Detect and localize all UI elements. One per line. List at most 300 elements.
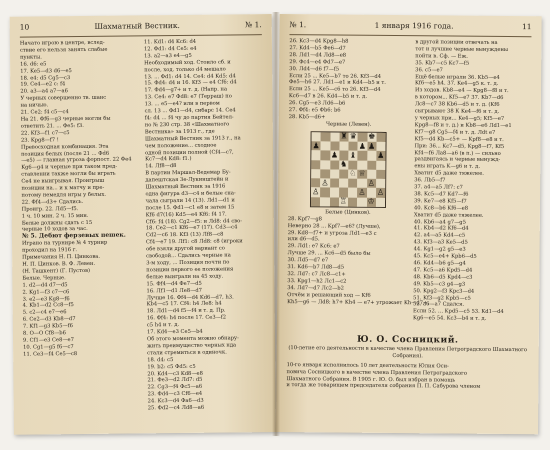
chess-piece: [367, 170, 376, 179]
board-square: [321, 160, 330, 169]
journal-title: Шахматный Вестник.: [94, 20, 180, 31]
chess-piece: [312, 132, 321, 141]
text-line: проходил на 1916 г.: [22, 247, 78, 254]
page-number: 11: [521, 22, 532, 32]
board-square: [330, 188, 339, 197]
text-line: 42. a4—a5 Kd4—c5: [413, 232, 466, 240]
text-line: 11. Ce3—f4 Ce5—c8: [23, 350, 78, 358]
chess-piece: ♝: [349, 150, 357, 160]
board-square: [357, 179, 366, 188]
chess-diagram: [310, 131, 387, 208]
chess-piece: [358, 132, 367, 141]
chess-piece: [339, 142, 348, 151]
text-line: 28. Kpf7—g8: [287, 215, 323, 223]
text-line: 8. O—O Cf8—b6: [22, 330, 66, 337]
chess-piece: [376, 179, 385, 188]
chess-piece: [376, 160, 385, 169]
text-line: № 5. Дебют ферзевых пешек.: [21, 231, 126, 241]
text-line: Kb4—c5 17. Cf4: h4 Лe8: h4: [146, 300, 222, 308]
board-square: [376, 197, 385, 206]
chess-piece: ♟: [367, 141, 376, 151]
text-line: Шахматного Собрания. В 1905 г. Ю. О. был избран в помощь: [286, 375, 456, 384]
board-square: [348, 197, 357, 206]
text-line: сл. 13 ... Фd1—d4, сибарс 14. Ce4: [144, 107, 236, 115]
board-square: [358, 142, 367, 151]
text-line: 46. Kd4—b6 g5—g4: [413, 260, 466, 267]
text-line: 28. Лd1—d4 Лd8—e8: [289, 51, 347, 59]
chess-piece: [330, 178, 339, 187]
board-square: [367, 133, 376, 142]
text-line: Играно на турнире № 4 турнир: [21, 240, 108, 247]
text-line: 35. Kb7—c5 Kc7—f5: [415, 59, 470, 67]
text-line: Из ходов. Kb8—e4 — Kpg8—f8 и т.: [414, 87, 509, 95]
text-line: Отчём и решающий ход — Kf6: [287, 291, 371, 299]
board-square: [311, 169, 320, 178]
chess-piece: ♟: [377, 150, 385, 160]
text-line: Cf4—e7 19. Лf1: c8 Лd8: c8 (игроки: [145, 238, 243, 246]
text-line: 6. Ce2—d3 Kb8—d7: [22, 316, 76, 323]
text-line: 16. Фf4: h4 после 17. Ce3—f2: [146, 314, 227, 322]
text-line: обе взяли другой вариант со: [146, 245, 225, 253]
text-line: 43. Kf3—a3 Ke5—d5: [413, 239, 468, 246]
page-number: 10: [19, 22, 30, 32]
text-line: раздвигаясь и черные вынужд-: [414, 156, 501, 164]
text-line: 10-го января исполнилось 10 лет деятельности Юлия Оси-: [286, 361, 449, 370]
text-line: потому немедля игры у белых.: [21, 191, 107, 199]
text-line: Вестника» за 1913 г., где: [144, 128, 215, 136]
text-line: тот и лучшие черные вынуждены: [415, 46, 509, 53]
chess-piece: [376, 197, 385, 206]
text-line: Kf7—g8 Cg5—f4 и т. д. Лdt e7: [414, 128, 496, 136]
chess-piece: [348, 188, 357, 197]
board-square: [339, 179, 348, 188]
left-page: [10, 14, 276, 435]
board-square: [320, 188, 329, 197]
board-square: [330, 169, 339, 178]
right-page: [276, 14, 542, 434]
chess-piece: [330, 169, 339, 178]
text-line: пункты.: [20, 54, 42, 61]
text-line: Хватит d5 даже тяжелее.: [413, 211, 484, 219]
chess-piece: ♙: [376, 187, 385, 197]
text-line: 25. Фd2—c4 Лd8—a6: [147, 404, 205, 412]
text-line: Превосходная комбинация. Эта: [20, 143, 109, 151]
chess-piece: [311, 160, 320, 169]
text-line: Если 52. ... Kpd5—c5 53. Kd1—d4: [413, 308, 504, 316]
text-line: 29. Фc4—e4 Фd7—e7: [289, 58, 346, 66]
text-line: 24. Kc3—d4 Фa6—d3: [147, 397, 204, 405]
text-line: На 21. Фf6—g3 черные могли бы: [20, 115, 111, 123]
right-column-2: [413, 39, 533, 323]
board-square: [367, 179, 376, 188]
text-line: 40. Kc8—b6 Kf6—e8: [413, 204, 469, 212]
board-square: [349, 132, 358, 141]
article-title: Ю. О. Сосницкий.: [357, 334, 459, 346]
board-square: [358, 151, 367, 160]
text-line: 14. Лf8—d8: [145, 163, 177, 170]
board-square: [348, 179, 357, 188]
text-line: дапештская 3е-Лукинштейн и: [145, 176, 229, 184]
text-line: 21. Фe3—d2 Лd7: d5: [147, 377, 203, 384]
text-line: 47. Kc5—a6 Kpd5—d4: [413, 267, 473, 274]
chess-piece: [376, 170, 385, 179]
text-line: 23. Фd4—c3 Cf6—e4: [147, 390, 203, 398]
text-line: Kg6—g4 и черные при таком пред-: [21, 163, 118, 171]
board-square: [376, 160, 385, 169]
chess-piece: [357, 179, 366, 188]
text-line: 27. Фf4: e5 Фb6: b6: [288, 107, 341, 114]
chess-piece: [311, 151, 320, 160]
text-line: ствие его нельзя занять слабые: [19, 46, 108, 54]
text-line: 30. Лd5—d7 e7: [287, 257, 329, 264]
board-caption-top: Черные (Левен).: [326, 121, 372, 128]
chess-piece: [330, 160, 339, 169]
board-square: [357, 188, 366, 197]
board-square: [311, 151, 320, 160]
left-column-1: [20, 39, 141, 358]
chess-piece: [320, 197, 329, 206]
text-line: 13. Ce4: e7 Фd8: e7 (Терраш) по: [144, 93, 232, 101]
board-square: [320, 197, 329, 206]
text-line: Если 25 ... Ke5—c6 то 26. Kf3—d4: [288, 86, 381, 94]
text-line: 36. Лb5—f7: [414, 177, 446, 184]
chess-piece: [376, 142, 385, 151]
board-square: [330, 132, 339, 141]
text-line: 22. Kf3—f1 c7—c5: [20, 129, 70, 137]
board-square: [367, 142, 376, 151]
article-section: [286, 332, 528, 391]
text-line: 30. Лd4—d6 f7—f5: [289, 65, 340, 73]
text-line: Cf6: f4 (18). Cg2—f5: и Лd8: d4 сво-: [145, 217, 243, 225]
board-square: [339, 160, 348, 169]
text-line: позиции первого ее положения: [146, 266, 234, 274]
chess-piece: ♕: [358, 169, 366, 179]
board-square: [376, 151, 385, 160]
text-line: 3-м ходу, ... Позиция почти по: [146, 259, 230, 267]
text-line: 21. Ce2: f4 c5—c4: [20, 109, 69, 116]
board-caption-bottom: Белые (Цинков).: [325, 209, 371, 216]
text-line: 20. a3—a4 a7—a6: [20, 88, 68, 96]
text-line: 45. Kc5—e4+ Kpb6—d5: [413, 253, 477, 260]
text-line: Kf6—e5 h4. 37. Ke4—g5 к. т. д.: [415, 80, 499, 88]
book-gutter: [272, 12, 280, 436]
text-line: Kс7—d4 Kd8: f1.): [145, 156, 192, 163]
chess-piece: [311, 169, 320, 178]
text-line: (Н. Ташкент) (Г. Пустов): [22, 267, 91, 275]
text-line: Проигр. 22. Лd5—f5.: [21, 205, 79, 213]
board-square: [312, 132, 321, 141]
text-line: 39. Ke7—e8 Kf5—f7: [413, 198, 467, 205]
text-line: стали стремиться в одиночк.: [147, 349, 227, 357]
text-line: 52. a6—a7 Сдался.: [413, 301, 465, 309]
text-line: ответить 21. ... Фe5: f3.: [20, 122, 84, 130]
chess-piece: [357, 197, 366, 206]
board-square: [367, 170, 376, 179]
chess-piece: ♙: [367, 178, 375, 188]
board-square: [320, 169, 329, 178]
text-line: 16. d6: e5: [20, 61, 47, 68]
board-square: [348, 151, 357, 160]
text-line: ены играть K—g6 и т. д.: [414, 163, 481, 171]
chess-piece: [358, 151, 367, 160]
text-line: 19. Ce4—e2 c: f4: [20, 81, 66, 89]
text-line: 17. Фd4—g7+ и т. д. (Напр. на: [144, 86, 228, 94]
board-square: [348, 169, 357, 178]
text-line: 51. Kf3—g2 Kpb5—c5: [413, 294, 471, 302]
text-line: Лучше 16. Фf4—d4 Kd6—d7, h3.: [146, 293, 234, 301]
chess-piece: [321, 151, 330, 160]
text-line: ставлении также могли бы играть: [21, 170, 116, 178]
chess-piece: [321, 160, 330, 169]
board-square: [311, 188, 320, 197]
text-line: у черных при... Ke4—g5; Kf5—e7: [414, 115, 505, 122]
text-line: Kc6—d7 в 26. Kd4—b5 и т. д.: [288, 93, 368, 101]
text-line: Примечания Н. П. Цинкова.: [22, 253, 101, 261]
board-square: [348, 142, 357, 151]
text-line: Kg6—e5 54. Kc3—b4 и т. д.: [412, 315, 487, 323]
chess-piece: [348, 197, 357, 206]
text-line: или d6—d5.: [287, 236, 320, 243]
text-line: чем положение... сходное: [144, 142, 217, 149]
text-line: c5 h4 и т. д.: [146, 322, 180, 329]
text-line: 1. d2—d4 d7—d5: [22, 281, 68, 289]
board-square: [358, 132, 367, 141]
board-square: [376, 179, 385, 188]
board-square: [321, 141, 330, 150]
text-line: жить преимущество черных нда: [147, 342, 237, 350]
board-square: [367, 160, 376, 169]
text-line: повича Сосницкого в качестве члена Правления Петроградского: [286, 368, 467, 377]
text-line: белые выиграли на 45 ходу.: [146, 273, 224, 281]
board-square: [329, 197, 338, 206]
chess-piece: [320, 188, 329, 197]
text-line: Лучше 29. ... Kc6—d5 было бы: [287, 250, 371, 258]
text-line: У черных совершенно тв. шанс: [20, 95, 107, 102]
text-line: Kh5—g6 — Лd8: h7+ Kh4 — e7+ угрожает Kh—d7+.: [287, 298, 430, 306]
text-line: чала сыграли 14 (13). Лd1—d1 и: [145, 197, 235, 205]
chess-piece: ♚: [368, 132, 376, 142]
chess-piece: ♞: [340, 159, 348, 169]
chess-piece: ♙: [358, 187, 366, 197]
board-square: [311, 141, 320, 150]
chess-piece: [311, 178, 320, 187]
text-line: пойти в. Сф. — Еж.: [415, 53, 468, 60]
board-square: [376, 170, 385, 179]
text-line: 26. Kc3—d4 Kpg8—h8: [289, 38, 349, 45]
left-column-2: [144, 38, 266, 412]
chess-piece: ♛: [349, 132, 357, 142]
issue-date: 1 января 1916 года.: [374, 20, 454, 31]
text-line: 33. Kpg1—h2 Лc1—c2: [287, 277, 347, 285]
chess-piece: [330, 188, 339, 197]
text-line: Kf4—f6 Ла8—a6 (в п.) — сильно: [414, 149, 501, 157]
board-square: [311, 178, 320, 187]
text-line: 41. Kb4—d2 Kf6—d4: [413, 225, 469, 233]
board-square: [330, 178, 339, 187]
chess-piece: [330, 141, 339, 150]
board-square: [357, 169, 366, 178]
chess-piece: ♟: [330, 150, 339, 160]
text-line: Шахматный Вестник за 1913 г., на: [144, 135, 241, 143]
text-line: Об этого момента можно обнару-: [146, 335, 239, 343]
chess-piece: ♙: [312, 187, 320, 197]
text-line: 18. e4: d5 Cg5—c3: [20, 74, 71, 82]
board-square: [339, 169, 348, 178]
text-line: 15. Фd4: d4 и 16. Kf3 — e4 Cf6: d4: [144, 79, 237, 87]
text-line: 36. c5—e7: [415, 66, 443, 74]
text-line: Фe5—h6 27. Лd1—e1 и Kd4—b5 и т.: [289, 79, 386, 87]
article-body: [286, 362, 528, 392]
board-square: [330, 151, 339, 160]
text-line: позиции на... и к матчу и пре-: [21, 184, 105, 192]
text-line: черные 10 ходов за час.: [21, 226, 88, 234]
chess-piece: ♖: [339, 196, 348, 206]
text-line: 34. Лd7—d7 Лc2—b2: [287, 284, 344, 292]
text-line: в другой позиции отвечать на: [415, 39, 498, 46]
text-line: Kf6 d7(16) Kd5—e4 Kf6: f4 17.: [145, 211, 227, 219]
text-line: Начато игрою в центре, вслед-: [19, 39, 105, 47]
text-line: f4: d4 ... f4 чу до партия Бейтел-: [144, 114, 234, 122]
board-square: [321, 151, 330, 160]
chess-piece: ♟: [358, 141, 366, 151]
chess-piece: [348, 179, 357, 188]
text-line: 11. Kd1: d4 Kc6: d4: [143, 38, 197, 46]
board-square: [367, 151, 376, 160]
chess-piece: [320, 169, 329, 178]
text-line: Kpg8—f8 и т. д.) и Kb8—e6 Лd1—e1: [414, 122, 512, 129]
chess-piece: [329, 197, 338, 206]
text-line: на ничью.: [20, 102, 49, 109]
chess-piece: ♔: [367, 196, 375, 207]
chess-piece: [367, 151, 376, 160]
chess-piece: [311, 197, 320, 206]
text-line: 28. Kb5—d6+: [288, 114, 326, 121]
text-line: 13. ... e5—e4? или в первом: [144, 100, 220, 108]
board-square: [348, 188, 357, 197]
text-line: 19. b2: c5 Фd5: c5: [147, 363, 196, 370]
text-line: Лс8—с7 38 Kb6—d5 и т. д. (Kf6: [414, 101, 500, 109]
text-line: одной позиции полной (Сf4—c7,: [145, 148, 234, 156]
text-line: 32. Лd7: c7 Лc8—c1+: [287, 271, 346, 278]
text-line: одна фигура d3—c4 и белые сна-: [145, 190, 236, 198]
text-line: но № 230 стр. 38 «Шахматного: [144, 121, 230, 129]
chess-piece: ♜: [340, 131, 348, 142]
board-square: [330, 160, 339, 169]
text-line: Белые должны сдать с 15: [21, 219, 93, 227]
board-square: [339, 197, 348, 206]
text-line: 17. Kd4—e3 Ce5—b4: [146, 328, 203, 336]
text-line: 13. ... Фd1: d4 14. Ce4: d4 Kd5: d4: [144, 72, 236, 80]
text-line: Ce4 не выигрывая. Проигрыш: [21, 177, 105, 185]
text-line: 18. Ce2—c1 Kf6—e7 (17). Cd3—c4: [145, 224, 238, 232]
text-line: При: 36... Kc7—d5, Kpg8—f7, Kf5: [414, 142, 505, 150]
board-square: [321, 132, 330, 141]
board-square: [376, 133, 385, 142]
board-square: [376, 142, 385, 151]
text-line: 23. Kpg8—f7 !: [20, 136, 59, 144]
text-line: 18. Лd1—d4 f5—f4 и т. д. Пр.: [146, 307, 226, 315]
text-line: —e5) — главная угроза форпост. 22 Фe4: [21, 156, 132, 165]
issue-number: № 1.: [289, 20, 307, 30]
text-line: 22. Cg3—f4 Фc5—a6: [147, 384, 203, 391]
text-line: позиция белых (после 21 ... Фd6: [21, 150, 110, 158]
text-line: 18. d4: c5: [147, 356, 174, 364]
text-line: в котором... Kf5—e7 37. Kb7—d6: [414, 94, 504, 102]
text-line: Белые. Черные.: [22, 275, 66, 282]
chess-piece: [339, 179, 348, 188]
text-line: Ещё белые играли 36. Kb5—e4: [415, 73, 500, 81]
text-line: 49. Kb5—c3 g4—g3: [413, 280, 466, 288]
text-line: 12. Фd1: d4 Ce5: e4: [143, 45, 197, 53]
chess-piece: [321, 141, 330, 150]
chess-piece: [339, 169, 348, 178]
text-line: 26. Cg5—e3 Лd6—b6: [288, 100, 346, 107]
text-line: 10. Cg1—g5 f6—c7: [23, 343, 74, 351]
text-line: 17. Ke5—d3 d6—e5: [20, 67, 72, 75]
text-line: 44. Kg1—g2 g5—e3: [413, 246, 466, 253]
board-square: [330, 141, 339, 150]
board-square: [366, 197, 375, 206]
article-subtitle: (10-летие его деятельности в качестве члена Правления Петроградского Шахматного Собрания).: [288, 345, 528, 360]
text-line: 2. Kg1—f3 c7—c6: [22, 288, 70, 296]
text-line: Kf5—d4 Kb—с5+ — Kpf8—e8 и т.: [414, 135, 504, 143]
text-line: 27. Kd4—b5 Фe6—d7: [289, 45, 346, 52]
text-line: и тогда же товарищем председателя собрания П. П. Сабурова членом: [286, 382, 481, 391]
text-line: Н. П. Цинков. В. Ф. Левен.: [22, 260, 96, 268]
text-line: Необходимый ход. Стоило сб. и: [144, 59, 231, 67]
chess-piece: [330, 132, 339, 141]
left-page-header: [20, 20, 262, 38]
chess-piece: ♙: [321, 178, 329, 188]
chess-piece: [321, 132, 330, 141]
board-square: [339, 132, 348, 141]
text-line: Неверно 28 ... Kpf7—e6? (Лучше),: [287, 222, 381, 230]
board-square: [339, 142, 348, 151]
chess-piece: [348, 142, 357, 151]
board-square: [320, 178, 329, 187]
text-line: Хватит d5 даже тяжелее.: [414, 170, 484, 178]
text-line: 1 ч. 10 мин. 2 ч. 15 мин.: [21, 212, 89, 220]
text-line: после 15. Фd1—c1 е8 и затем 15: [145, 204, 235, 212]
text-line: 20. Kd4—c3 Kd8—e8: [147, 370, 203, 377]
board-square: [311, 197, 320, 206]
text-line: 29. Лd1: e7 Kc6: e7: [287, 243, 340, 250]
text-line: свободой... Сдались черные на: [146, 252, 231, 260]
text-line: Cd2—c6 18. Kf3 (13) Лf8—c8: [145, 231, 224, 239]
text-line: 9. Cf1—e3 Ce8—e7: [22, 337, 74, 344]
text-line: 37. a4—a5 Лf7: c7: [414, 184, 463, 191]
chess-piece: [367, 160, 376, 169]
board-square: [376, 188, 385, 197]
chess-piece: ♟: [312, 140, 320, 151]
text-line: 22. Фf4—d3+ Сдались.: [21, 198, 84, 206]
text-line: 5. c2—c4 e7—e6: [22, 309, 67, 316]
text-line: 13. a2—a3 e4—g5: [144, 52, 192, 60]
text-line: 29. Kd8—f7+ и угроза Лd1—e3 с: [287, 229, 377, 237]
chess-piece: [376, 133, 385, 142]
text-line: 3. e2—e3 Kg8—f6: [22, 295, 70, 303]
text-line: 50. Kpg2—f3 Kpc3—d4: [413, 287, 475, 295]
text-line: 15. Фf4—d4 Фe7—d5: [146, 280, 202, 288]
text-line: Если 25 ... Ke5—b7 то 26. Kf3—d4: [289, 72, 382, 80]
text-line: 31. Kd6—b7 Лd8—d5: [287, 264, 345, 271]
text-line: 40. Kb6—a4 g7—g5: [413, 218, 466, 226]
chess-piece: ♘: [349, 169, 357, 179]
text-line: 4. Kb1—d2 Cc8—f5: [22, 302, 74, 310]
text-line: 48. Kb6—d5 Kpd4—c3: [413, 274, 473, 281]
issue-number: № 1.: [245, 20, 262, 30]
board-square: [357, 197, 366, 206]
